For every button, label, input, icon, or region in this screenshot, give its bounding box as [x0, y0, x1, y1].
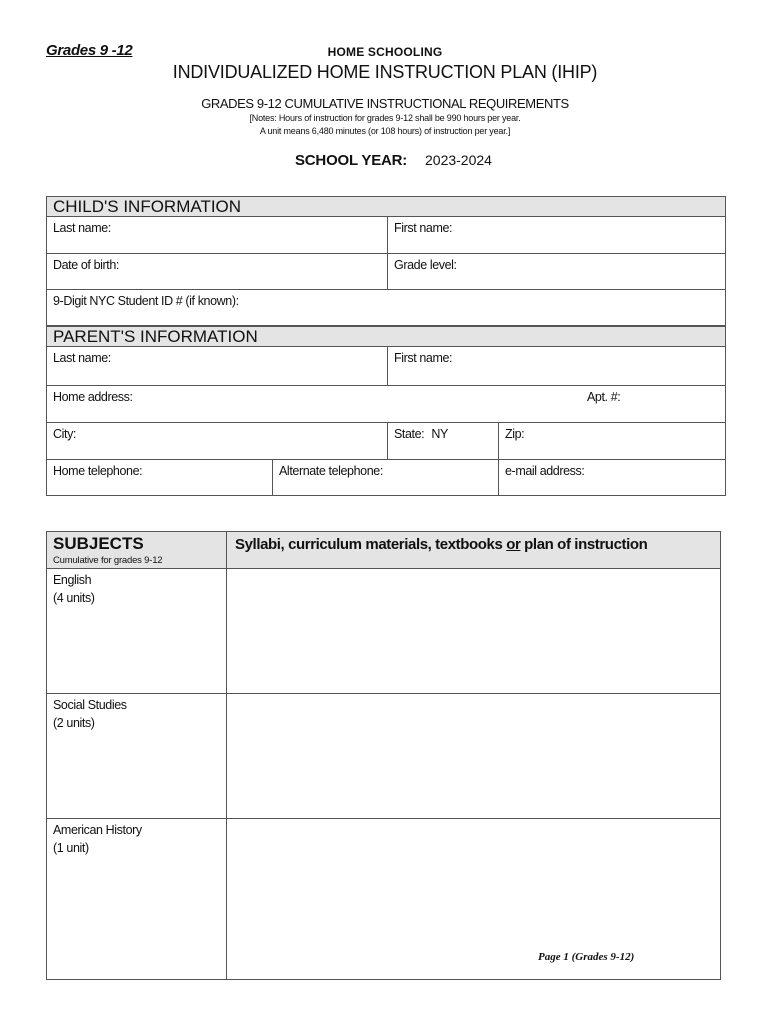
parent-last-name-field[interactable] — [46, 346, 388, 386]
subject-name: Social Studies — [53, 698, 127, 712]
subject-name: English — [53, 573, 92, 587]
apt-label: Apt. #: — [587, 390, 621, 404]
subject-units: (2 units) — [53, 716, 95, 730]
subject-units: (1 unit) — [53, 841, 89, 855]
form-title: INDIVIDUALIZED HOME INSTRUCTION PLAN (IHIP) — [172, 62, 598, 82]
school-year-label: SCHOOL YEAR: — [295, 152, 408, 169]
zip-label: Zip: — [505, 427, 525, 441]
child-dob-label: Date of birth: — [53, 258, 119, 272]
state-label: State: — [394, 427, 425, 441]
parent-first-name-label: First name: — [394, 351, 453, 365]
child-grade-level-field[interactable] — [387, 253, 726, 290]
subject-cell-american-history — [46, 818, 227, 980]
plan-input-english[interactable] — [226, 568, 721, 694]
state-field[interactable] — [387, 422, 499, 460]
home-telephone-field[interactable] — [46, 459, 273, 496]
child-grade-level-label: Grade level: — [394, 258, 457, 272]
city-label: City: — [53, 427, 77, 441]
child-student-id-field[interactable] — [46, 289, 726, 326]
child-first-name-label: First name: — [394, 221, 453, 235]
subjects-header — [46, 531, 227, 569]
subject-units: (4 units) — [53, 591, 95, 605]
program-title: HOME SCHOOLING — [327, 45, 443, 59]
child-last-name-field[interactable] — [46, 216, 388, 254]
home-address-field[interactable] — [46, 385, 726, 423]
child-first-name-field[interactable] — [387, 216, 726, 254]
page-footer: Page 1 (Grades 9-12) — [538, 951, 635, 963]
note-line-2: A unit means 6,480 minutes (or 108 hours) of instruction per year.] — [259, 126, 511, 136]
home-address-label: Home address: — [53, 390, 133, 404]
zip-field[interactable] — [498, 422, 726, 460]
child-dob-field[interactable] — [46, 253, 388, 290]
subjects-title: SUBJECTS — [53, 534, 144, 553]
requirements-heading: GRADES 9-12 CUMULATIVE INSTRUCTIONAL REQUIREMENTS — [201, 96, 569, 111]
plan-input-social-studies[interactable] — [226, 693, 721, 819]
parent-info-header: PARENT'S INFORMATION — [46, 326, 726, 347]
email-label: e-mail address: — [505, 464, 585, 478]
subject-cell-english — [46, 568, 227, 694]
plan-input-american-history[interactable] — [226, 818, 721, 980]
email-field[interactable] — [498, 459, 726, 496]
subjects-subtitle: Cumulative for grades 9-12 — [53, 555, 163, 566]
alternate-telephone-field[interactable] — [272, 459, 499, 496]
note-line-1: [Notes: Hours of instruction for grades 9-12 shall be 990 hours per year. — [249, 113, 521, 123]
grades-tag: Grades 9 -12 — [46, 42, 133, 59]
child-student-id-label: 9-Digit NYC Student ID # (if known): — [53, 294, 239, 308]
school-year-value[interactable]: 2023-2024 — [425, 152, 492, 168]
plan-header — [226, 531, 721, 569]
parent-first-name-field[interactable] — [387, 346, 726, 386]
alternate-telephone-label: Alternate telephone: — [279, 464, 383, 478]
state-value: NY — [431, 427, 448, 441]
plan-heading: Syllabi, curriculum materials, textbooks or plan of instruction — [235, 536, 648, 553]
home-telephone-label: Home telephone: — [53, 464, 143, 478]
subject-name: American History — [53, 823, 142, 837]
child-info-header: CHILD'S INFORMATION — [46, 196, 726, 217]
subject-cell-social-studies — [46, 693, 227, 819]
child-last-name-label: Last name: — [53, 221, 111, 235]
city-field[interactable] — [46, 422, 388, 460]
parent-last-name-label: Last name: — [53, 351, 111, 365]
